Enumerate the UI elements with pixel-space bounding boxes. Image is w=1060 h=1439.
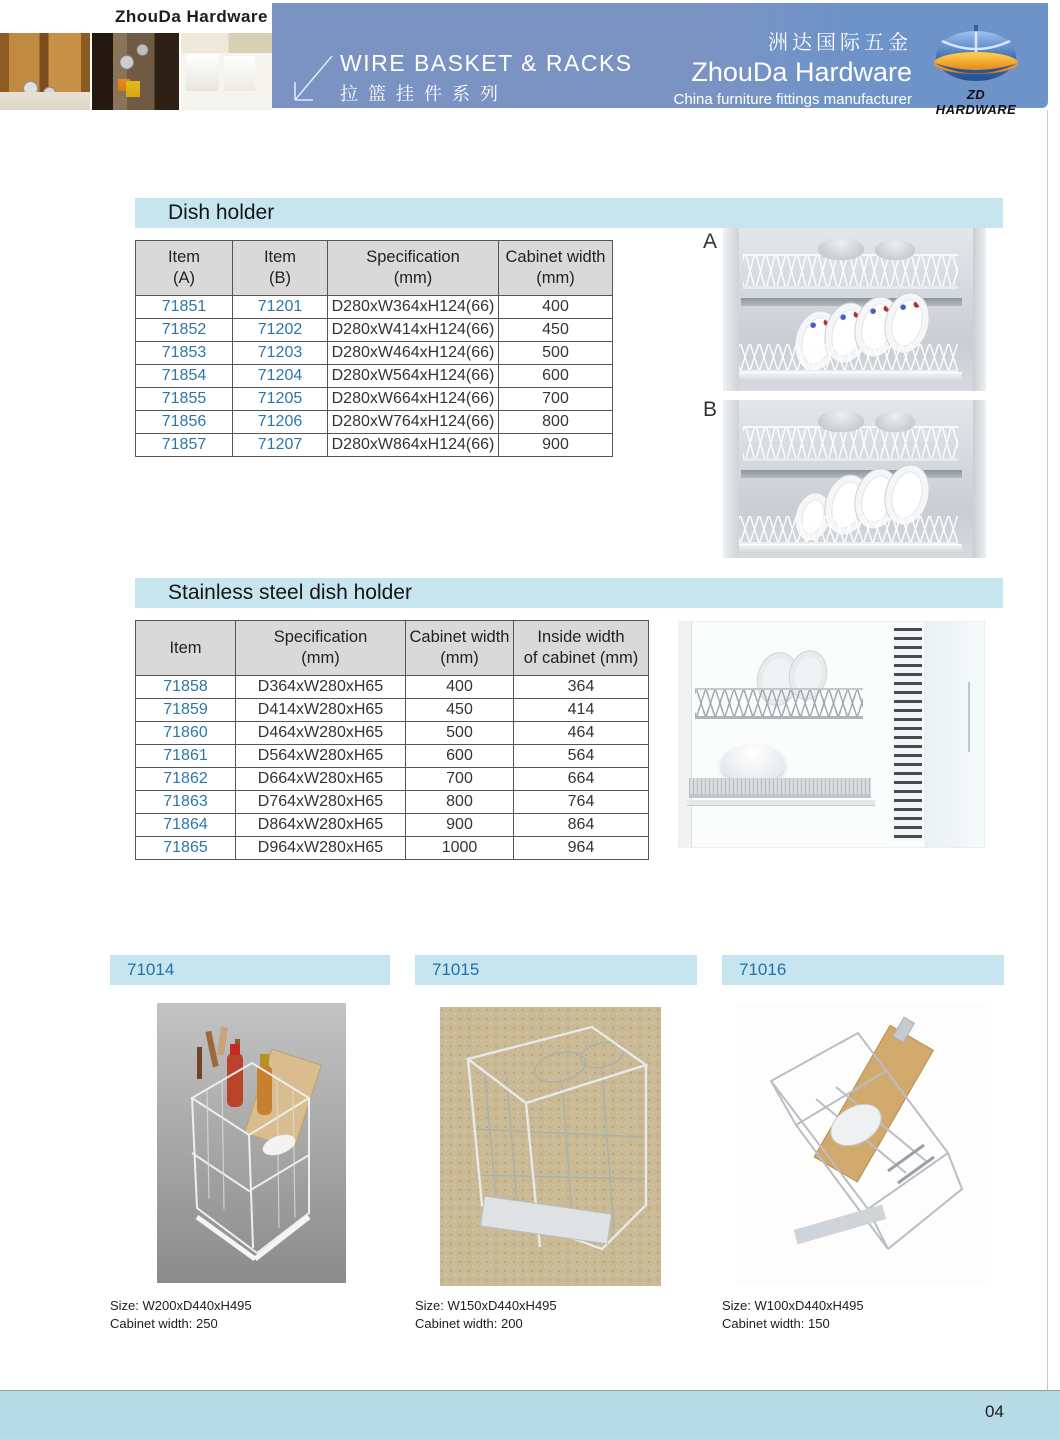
table-row	[136, 722, 649, 745]
table-cell: 900	[406, 814, 514, 837]
table-cell: 764	[514, 791, 649, 814]
table-row	[136, 814, 649, 837]
item-number-cell: 71851	[136, 296, 233, 319]
company-block	[674, 26, 912, 108]
item-number-cell: 71852	[136, 319, 233, 342]
table-cell: D414xW280xH65	[236, 699, 406, 722]
table-cell: D464xW280xH65	[236, 722, 406, 745]
product-size-71016	[722, 1297, 864, 1333]
table-cell: D564xW280xH65	[236, 745, 406, 768]
arrow-down-left-icon	[288, 52, 336, 104]
table-cell: 400	[499, 296, 613, 319]
table-row	[136, 434, 613, 457]
item-number-cell: 71202	[233, 319, 328, 342]
product-photo-71014	[157, 1003, 346, 1283]
item-number-cell: 71205	[233, 388, 328, 411]
table-cell: 1000	[406, 837, 514, 860]
product-banner-71015	[415, 955, 697, 985]
item-number-cell: 71859	[136, 699, 236, 722]
table-cell: D280xW864xH124(66)	[328, 434, 499, 457]
table-row	[136, 388, 613, 411]
table-cell: 450	[406, 699, 514, 722]
item-number-cell: 71853	[136, 342, 233, 365]
table-cell: 600	[499, 365, 613, 388]
table-cell: 600	[406, 745, 514, 768]
product-id: 71014	[127, 960, 175, 979]
company-tagline: China furniture fittings manufacturer	[673, 91, 912, 108]
table-cell: D280xW414xH124(66)	[328, 319, 499, 342]
table-cell: 800	[499, 411, 613, 434]
table-row	[136, 745, 649, 768]
image-label-b: B	[703, 398, 718, 421]
size-line: Size: W150xD440xH495	[415, 1298, 557, 1313]
product-size-71015	[415, 1297, 557, 1333]
brand-top-text: ZhouDa Hardware	[115, 6, 268, 26]
item-number-cell: 71858	[136, 676, 236, 699]
table-header-row	[136, 621, 649, 676]
table-cell: 700	[406, 768, 514, 791]
column-header: Specification (mm)	[236, 621, 406, 676]
column-header: Cabinet width (mm)	[499, 241, 613, 296]
product-id: 71015	[432, 960, 480, 979]
stainless-table	[135, 620, 649, 860]
table-cell: 900	[499, 434, 613, 457]
product-banner-71014	[110, 955, 390, 985]
page-number: 04	[985, 1402, 1004, 1421]
stainless-dish-holder-photo	[678, 621, 985, 848]
table-cell: D964xW280xH65	[236, 837, 406, 860]
company-logo	[926, 24, 1026, 117]
size-line: Size: W200xD440xH495	[110, 1298, 252, 1313]
item-number-cell: 71862	[136, 768, 236, 791]
table-cell: 464	[514, 722, 649, 745]
item-number-cell: 71854	[136, 365, 233, 388]
item-number-cell: 71855	[136, 388, 233, 411]
item-number-cell: 71206	[233, 411, 328, 434]
section-banner-stainless	[135, 578, 1003, 608]
table-cell: 364	[514, 676, 649, 699]
table-cell: 500	[406, 722, 514, 745]
image-label-a: A	[703, 230, 718, 253]
column-header: Inside width of cabinet (mm)	[514, 621, 649, 676]
table-cell: D664xW280xH65	[236, 768, 406, 791]
product-photo-71015	[440, 1007, 661, 1286]
table-row	[136, 768, 649, 791]
table-cell: 800	[406, 791, 514, 814]
section-banner-dish-holder	[135, 198, 1003, 228]
table-cell: 450	[499, 319, 613, 342]
page-edge-line	[1047, 110, 1048, 1390]
column-header: Cabinet width (mm)	[406, 621, 514, 676]
brand-strip	[0, 0, 272, 33]
table-cell: 414	[514, 699, 649, 722]
cabinet-width-line: Cabinet width: 200	[415, 1316, 523, 1332]
product-size-71014	[110, 1297, 252, 1333]
item-number-cell: 71863	[136, 791, 236, 814]
cabinet-width-line: Cabinet width: 150	[722, 1316, 830, 1332]
table-row	[136, 296, 613, 319]
table-cell: 700	[499, 388, 613, 411]
table-cell: D364xW280xH65	[236, 676, 406, 699]
section-title: Dish holder	[168, 201, 275, 224]
product-id: 71016	[739, 960, 787, 979]
product-photo-71016	[736, 1003, 990, 1285]
item-number-cell: 71856	[136, 411, 233, 434]
table-cell: D280xW464xH124(66)	[328, 342, 499, 365]
column-header: Item	[136, 621, 236, 676]
header-photo-wood-cabinet	[0, 33, 92, 110]
item-number-cell: 71201	[233, 296, 328, 319]
table-row	[136, 699, 649, 722]
table-cell: 500	[499, 342, 613, 365]
item-number-cell: 71857	[136, 434, 233, 457]
item-number-cell: 71865	[136, 837, 236, 860]
column-header: Specification (mm)	[328, 241, 499, 296]
table-cell: D280xW664xH124(66)	[328, 388, 499, 411]
item-number-cell: 71204	[233, 365, 328, 388]
table-header-row	[136, 241, 613, 296]
section-title: Stainless steel dish holder	[168, 581, 412, 604]
column-header: Item (B)	[233, 241, 328, 296]
table-row	[136, 676, 649, 699]
item-number-cell: 71203	[233, 342, 328, 365]
item-number-cell: 71207	[233, 434, 328, 457]
company-name-en: ZhouDa Hardware	[691, 57, 912, 87]
product-banner-71016	[722, 955, 1004, 985]
cabinet-width-line: Cabinet width: 250	[110, 1316, 218, 1332]
table-cell: 400	[406, 676, 514, 699]
table-cell: 564	[514, 745, 649, 768]
size-line: Size: W100xD440xH495	[722, 1298, 864, 1313]
table-cell: D864xW280xH65	[236, 814, 406, 837]
table-cell: D280xW764xH124(66)	[328, 411, 499, 434]
header-photo-white-kitchen	[181, 33, 272, 110]
table-row	[136, 342, 613, 365]
company-name-cn: 洲达国际五金	[768, 32, 912, 54]
table-cell: 864	[514, 814, 649, 837]
dish-holder-table	[135, 240, 613, 457]
banner-title: WIRE BASKET & RACKS	[340, 50, 633, 76]
globe-logo-icon	[930, 24, 1022, 84]
logo-text: ZD HARDWARE	[935, 87, 1017, 117]
table-cell: D280xW564xH124(66)	[328, 365, 499, 388]
dish-holder-photo-a	[723, 228, 986, 391]
table-cell: 964	[514, 837, 649, 860]
header-photo-dark-cabinet	[92, 33, 181, 110]
footer-bar	[0, 1390, 1060, 1439]
column-header: Item (A)	[136, 241, 233, 296]
table-row	[136, 791, 649, 814]
table-cell: D764xW280xH65	[236, 791, 406, 814]
table-row	[136, 319, 613, 342]
banner-subtitle: 拉篮挂件系列	[340, 84, 508, 104]
item-number-cell: 71864	[136, 814, 236, 837]
table-row	[136, 411, 613, 434]
table-cell: 664	[514, 768, 649, 791]
table-row	[136, 837, 649, 860]
table-row	[136, 365, 613, 388]
dish-holder-photo-b	[723, 400, 986, 558]
item-number-cell: 71861	[136, 745, 236, 768]
item-number-cell: 71860	[136, 722, 236, 745]
table-cell: D280xW364xH124(66)	[328, 296, 499, 319]
